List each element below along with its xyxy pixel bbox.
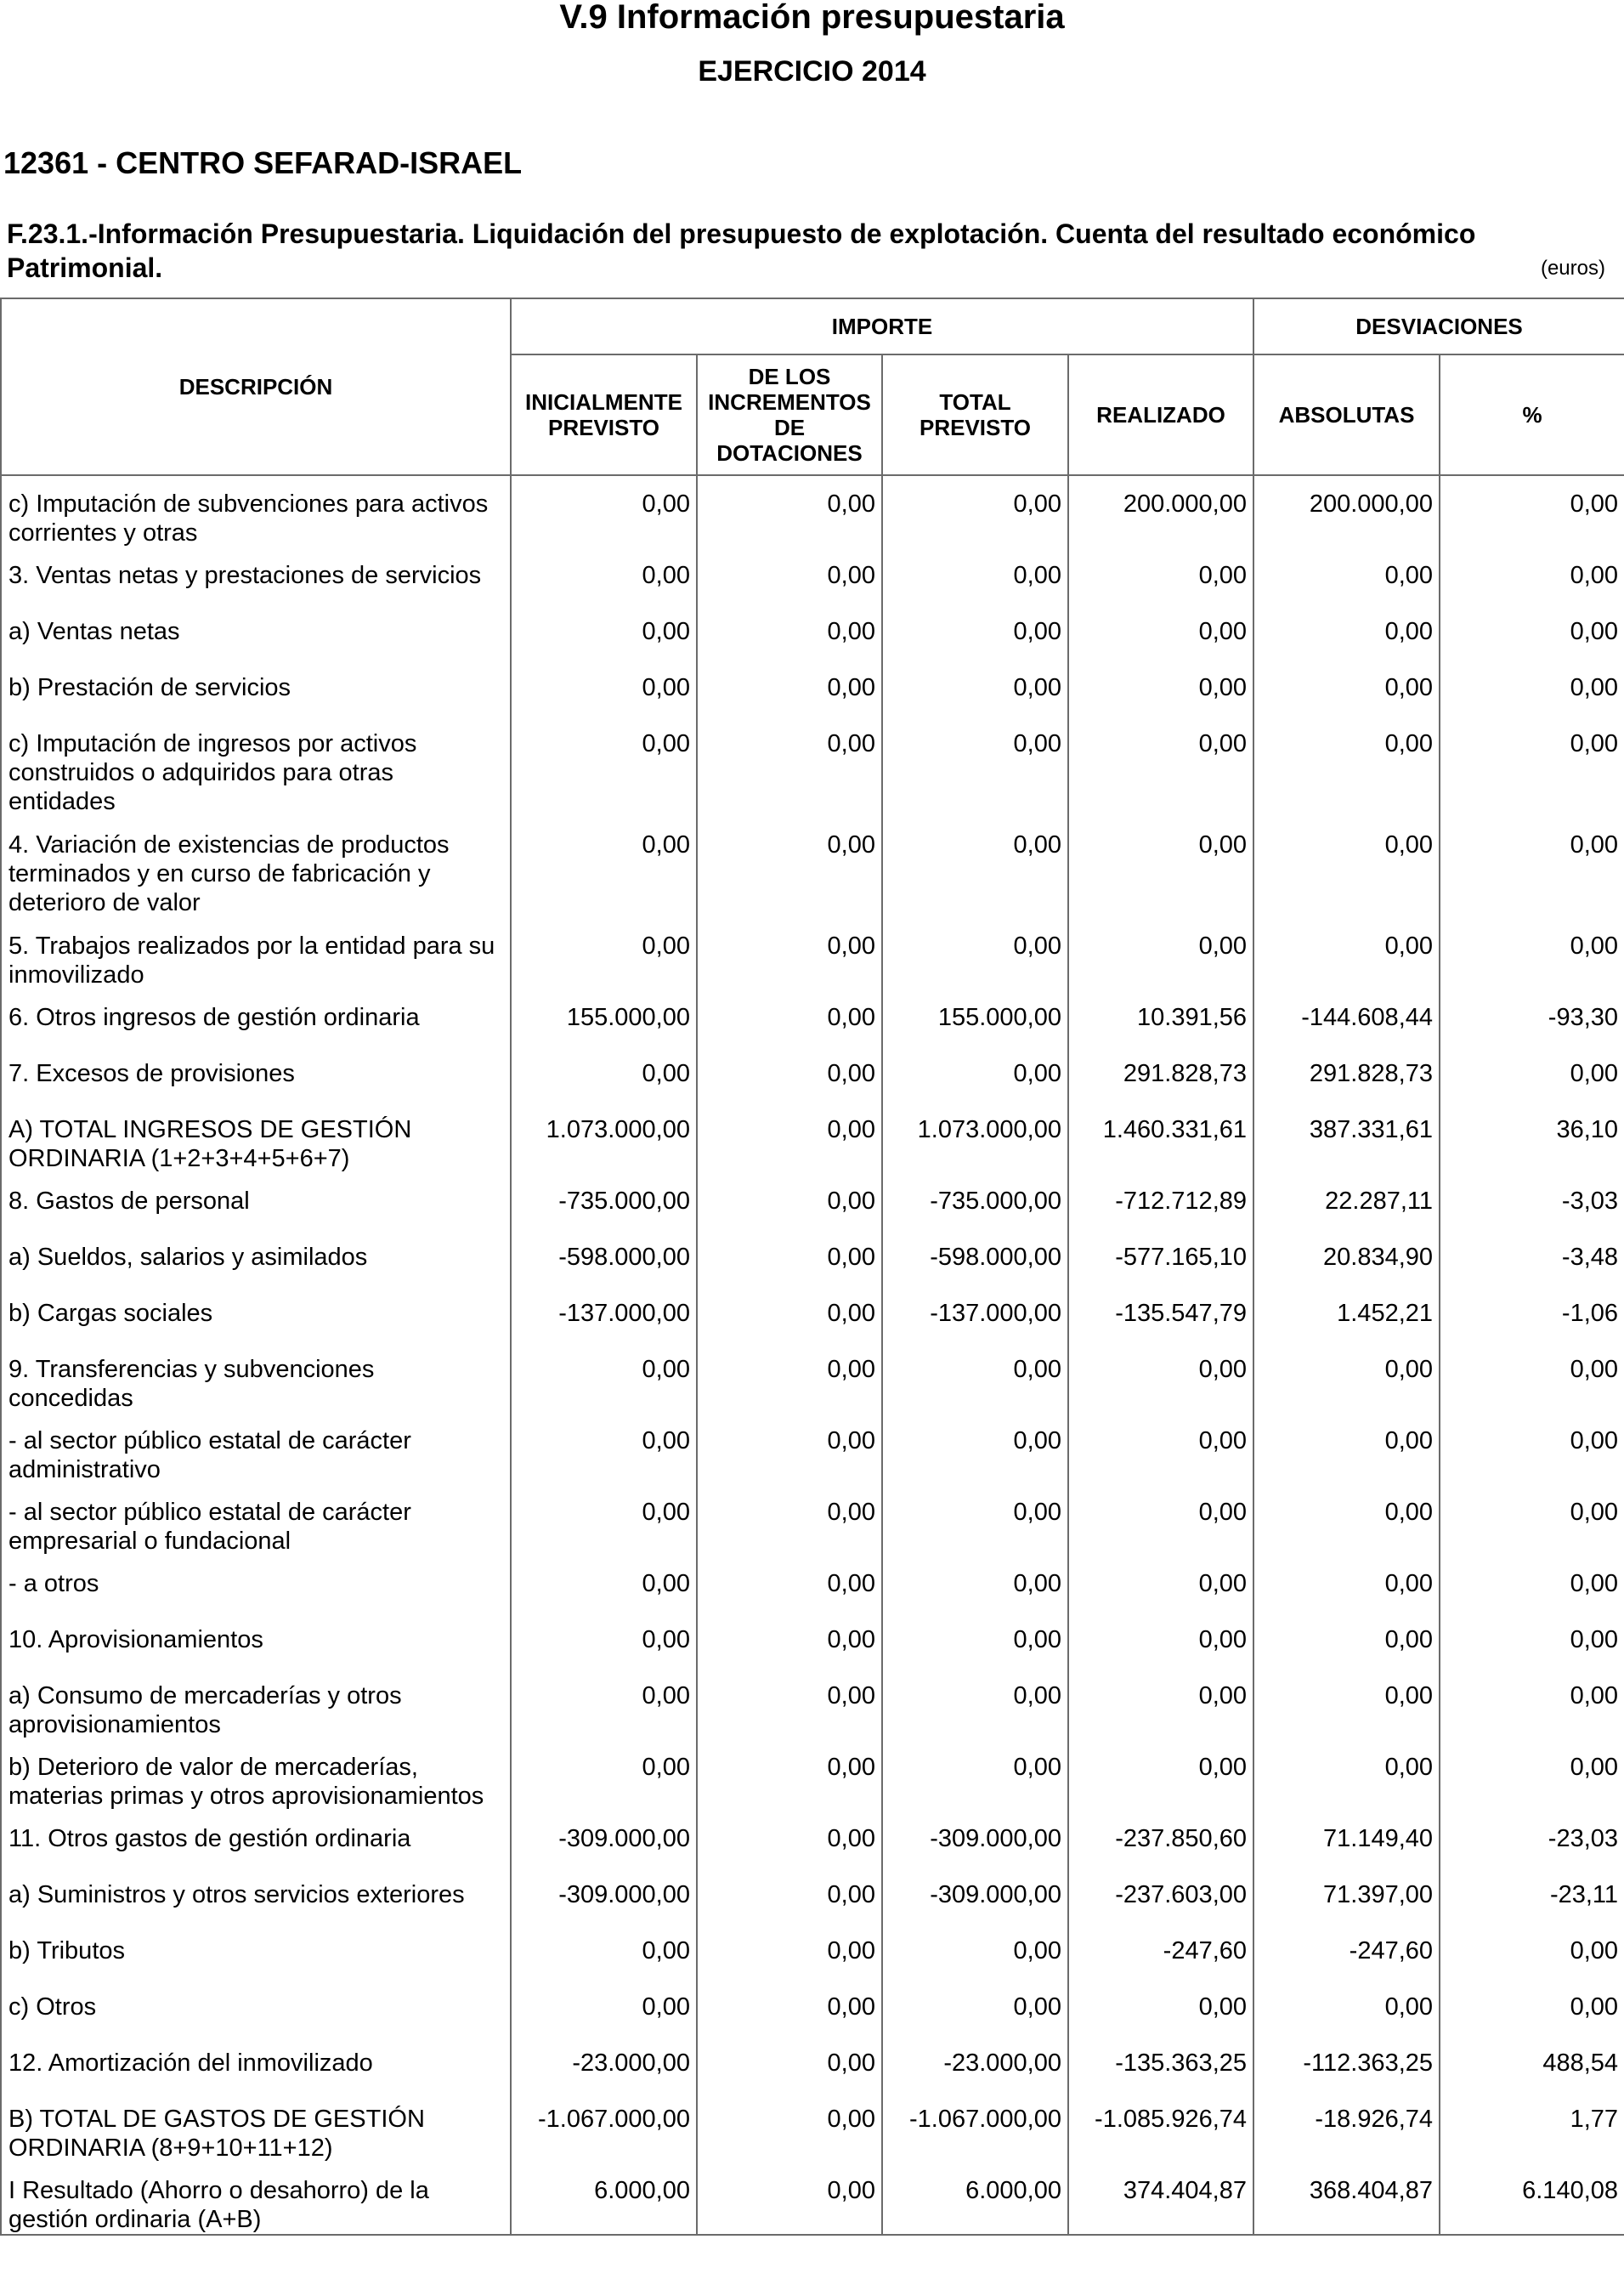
table-row [1,716,1624,817]
table-row [1,1341,1624,1413]
row-value-c3: -23.000,00 [882,2035,1068,2091]
row-value-c2: 0,00 [697,989,882,1046]
table-row [1,1739,1624,1811]
row-value-c6: -3,03 [1440,1173,1624,1229]
row-value-c6: 0,00 [1440,604,1624,660]
row-value-c6: 0,00 [1440,1979,1624,2035]
row-description: b) Prestación de servicios [1,660,511,716]
row-value-c1: 0,00 [511,817,697,918]
row-value-c2: 0,00 [697,1285,882,1341]
row-value-c1: 0,00 [511,1484,697,1556]
table-row [1,2091,1624,2163]
row-value-c1: 6.000,00 [511,2163,697,2235]
row-value-c3: 155.000,00 [882,989,1068,1046]
row-description: b) Cargas sociales [1,1285,511,1341]
row-value-c1: 0,00 [511,1739,697,1811]
row-value-c2: 0,00 [697,1484,882,1556]
row-value-c2: 0,00 [697,1341,882,1413]
row-value-c3: 0,00 [882,1556,1068,1612]
row-description: 12. Amortización del inmovilizado [1,2035,511,2091]
header-inicialmente-previsto: INICIALMENTE PREVISTO [511,354,697,475]
table-row [1,989,1624,1046]
row-value-c2: 0,00 [697,716,882,817]
row-value-c1: 0,00 [511,660,697,716]
table-row [1,547,1624,604]
row-description: a) Suministros y otros servicios exteriores [1,1867,511,1923]
table-row [1,1923,1624,1979]
header-desviaciones: DESVIACIONES [1253,298,1624,354]
page-title: V.9 Información presupuestaria [559,0,1065,36]
table-row [1,2035,1624,2091]
row-value-c1: -23.000,00 [511,2035,697,2091]
row-value-c4: 0,00 [1068,1341,1253,1413]
row-value-c6: 1,77 [1440,2091,1624,2163]
row-value-c3: 0,00 [882,1923,1068,1979]
row-value-c3: 1.073.000,00 [882,1102,1068,1173]
row-value-c3: 0,00 [882,918,1068,989]
row-value-c2: 0,00 [697,918,882,989]
row-description: 9. Transferencias y subvenciones concedidas [1,1341,511,1413]
row-value-c5: 22.287,11 [1253,1173,1440,1229]
row-value-c2: 0,00 [697,475,882,547]
row-description: 7. Excesos de provisiones [1,1046,511,1102]
row-value-c1: -309.000,00 [511,1867,697,1923]
row-value-c5: 0,00 [1253,1413,1440,1484]
row-value-c6: 0,00 [1440,918,1624,989]
row-value-c5: 20.834,90 [1253,1229,1440,1285]
row-value-c6: 0,00 [1440,1668,1624,1739]
row-value-c6: 488,54 [1440,2035,1624,2091]
row-value-c3: 0,00 [882,660,1068,716]
row-value-c3: 0,00 [882,475,1068,547]
row-description: 10. Aprovisionamientos [1,1612,511,1668]
row-value-c4: 200.000,00 [1068,475,1253,547]
row-value-c5: 387.331,61 [1253,1102,1440,1173]
row-value-c4: -135.363,25 [1068,2035,1253,2091]
row-value-c5: -18.926,74 [1253,2091,1440,2163]
row-value-c6: 0,00 [1440,1413,1624,1484]
row-value-c2: 0,00 [697,1811,882,1867]
table-row [1,604,1624,660]
table-row [1,918,1624,989]
row-description: - al sector público estatal de carácter administrativo [1,1413,511,1484]
row-value-c5: 0,00 [1253,604,1440,660]
row-value-c4: 0,00 [1068,1979,1253,2035]
table-row [1,817,1624,918]
budget-table [0,298,1624,2236]
table-row [1,475,1624,547]
row-value-c1: -309.000,00 [511,1811,697,1867]
row-value-c3: 0,00 [882,1739,1068,1811]
table-row [1,1811,1624,1867]
table-row [1,1556,1624,1612]
row-value-c2: 0,00 [697,1612,882,1668]
row-value-c3: -598.000,00 [882,1229,1068,1285]
table-row [1,1612,1624,1668]
row-description: 6. Otros ingresos de gestión ordinaria [1,989,511,1046]
row-value-c3: 6.000,00 [882,2163,1068,2235]
row-value-c6: -3,48 [1440,1229,1624,1285]
table-row [1,1867,1624,1923]
row-description: 3. Ventas netas y prestaciones de servicios [1,547,511,604]
row-description: I Resultado (Ahorro o desahorro) de la gestión ordinaria (A+B) [1,2163,511,2235]
row-value-c3: 0,00 [882,1979,1068,2035]
row-value-c2: 0,00 [697,2035,882,2091]
row-value-c1: 0,00 [511,918,697,989]
header-descripcion: DESCRIPCIÓN [1,298,511,475]
row-value-c1: -598.000,00 [511,1229,697,1285]
row-description: 5. Trabajos realizados por la entidad para su inmovilizado [1,918,511,989]
row-description: a) Sueldos, salarios y asimilados [1,1229,511,1285]
row-value-c3: 0,00 [882,604,1068,660]
row-value-c6: -23,03 [1440,1811,1624,1867]
row-value-c6: 0,00 [1440,660,1624,716]
row-value-c4: 291.828,73 [1068,1046,1253,1102]
table-row [1,1285,1624,1341]
row-value-c5: 0,00 [1253,918,1440,989]
row-description: B) TOTAL DE GASTOS DE GESTIÓN ORDINARIA (8+9+10+11+12) [1,2091,511,2163]
row-value-c6: 0,00 [1440,1556,1624,1612]
table-row [1,1102,1624,1173]
row-value-c4: 0,00 [1068,1668,1253,1739]
row-description: - al sector público estatal de carácter empresarial o fundacional [1,1484,511,1556]
row-value-c6: 6.140,08 [1440,2163,1624,2235]
row-value-c6: 0,00 [1440,1484,1624,1556]
row-description: c) Imputación de ingresos por activos construidos o adquiridos para otras entidades [1,716,511,817]
row-value-c4: 10.391,56 [1068,989,1253,1046]
header-total-previsto: TOTAL PREVISTO [882,354,1068,475]
table-row [1,1668,1624,1739]
row-value-c5: 71.149,40 [1253,1811,1440,1867]
row-value-c5: -247,60 [1253,1923,1440,1979]
row-value-c4: 0,00 [1068,604,1253,660]
row-value-c6: 0,00 [1440,1739,1624,1811]
row-value-c6: -1,06 [1440,1285,1624,1341]
row-value-c4: 0,00 [1068,1556,1253,1612]
row-value-c4: -1.085.926,74 [1068,2091,1253,2163]
row-value-c5: 1.452,21 [1253,1285,1440,1341]
row-value-c5: 0,00 [1253,817,1440,918]
table-row [1,1413,1624,1484]
row-description: c) Imputación de subvenciones para activos corrientes y otras [1,475,511,547]
row-value-c5: 0,00 [1253,716,1440,817]
row-value-c3: 0,00 [882,716,1068,817]
row-value-c1: -1.067.000,00 [511,2091,697,2163]
row-value-c5: 0,00 [1253,1556,1440,1612]
row-value-c6: 0,00 [1440,547,1624,604]
row-value-c3: -735.000,00 [882,1173,1068,1229]
currency-unit: (euros) [1540,257,1605,280]
row-value-c4: -712.712,89 [1068,1173,1253,1229]
row-value-c1: 0,00 [511,1668,697,1739]
row-description: 11. Otros gastos de gestión ordinaria [1,1811,511,1867]
table-row [1,1979,1624,2035]
row-value-c3: 0,00 [882,1668,1068,1739]
row-description: 8. Gastos de personal [1,1173,511,1229]
row-value-c2: 0,00 [697,1923,882,1979]
row-value-c1: 0,00 [511,1046,697,1102]
row-value-c2: 0,00 [697,817,882,918]
row-value-c4: 0,00 [1068,817,1253,918]
row-value-c5: -112.363,25 [1253,2035,1440,2091]
row-value-c1: 0,00 [511,1979,697,2035]
row-value-c4: 0,00 [1068,1413,1253,1484]
row-value-c2: 0,00 [697,1668,882,1739]
row-value-c2: 0,00 [697,1046,882,1102]
row-value-c5: 0,00 [1253,1341,1440,1413]
row-value-c5: 0,00 [1253,660,1440,716]
row-description: c) Otros [1,1979,511,2035]
row-value-c3: 0,00 [882,1612,1068,1668]
row-value-c2: 0,00 [697,604,882,660]
row-value-c5: 0,00 [1253,1668,1440,1739]
row-value-c1: 1.073.000,00 [511,1102,697,1173]
row-value-c6: 0,00 [1440,817,1624,918]
row-value-c2: 0,00 [697,1229,882,1285]
row-value-c1: -137.000,00 [511,1285,697,1341]
row-value-c2: 0,00 [697,1102,882,1173]
row-value-c2: 0,00 [697,1979,882,2035]
entity-heading: 12361 - CENTRO SEFARAD-ISRAEL [3,145,523,180]
row-value-c4: 0,00 [1068,716,1253,817]
row-value-c3: 0,00 [882,817,1068,918]
row-value-c4: 374.404,87 [1068,2163,1253,2235]
row-value-c3: 0,00 [882,1046,1068,1102]
row-value-c6: 0,00 [1440,475,1624,547]
table-row [1,1229,1624,1285]
row-value-c1: 0,00 [511,1556,697,1612]
row-value-c2: 0,00 [697,2163,882,2235]
row-description: 4. Variación de existencias de productos terminados y en curso de fabricación y deterioro de valor [1,817,511,918]
row-value-c1: 0,00 [511,475,697,547]
row-description: b) Tributos [1,1923,511,1979]
row-value-c2: 0,00 [697,660,882,716]
row-value-c2: 0,00 [697,2091,882,2163]
row-value-c4: 0,00 [1068,1739,1253,1811]
row-value-c4: -577.165,10 [1068,1229,1253,1285]
row-value-c2: 0,00 [697,1413,882,1484]
row-value-c1: 0,00 [511,716,697,817]
row-value-c3: 0,00 [882,547,1068,604]
table-row [1,2163,1624,2235]
row-value-c3: 0,00 [882,1413,1068,1484]
row-value-c4: 0,00 [1068,660,1253,716]
row-value-c4: -135.547,79 [1068,1285,1253,1341]
row-value-c5: 0,00 [1253,1484,1440,1556]
row-value-c5: 71.397,00 [1253,1867,1440,1923]
row-value-c4: 0,00 [1068,547,1253,604]
row-value-c3: 0,00 [882,1484,1068,1556]
header-porcentaje: % [1440,354,1624,475]
row-value-c6: 0,00 [1440,1612,1624,1668]
row-value-c4: 0,00 [1068,1484,1253,1556]
row-value-c5: 291.828,73 [1253,1046,1440,1102]
row-value-c5: 0,00 [1253,547,1440,604]
row-value-c3: -309.000,00 [882,1811,1068,1867]
table-row [1,1046,1624,1102]
row-value-c2: 0,00 [697,1173,882,1229]
table-row [1,1484,1624,1556]
row-value-c6: 0,00 [1440,1923,1624,1979]
row-description: a) Ventas netas [1,604,511,660]
row-value-c6: 0,00 [1440,716,1624,817]
row-value-c1: 0,00 [511,1413,697,1484]
row-value-c6: -93,30 [1440,989,1624,1046]
row-value-c4: 0,00 [1068,918,1253,989]
row-value-c3: 0,00 [882,1341,1068,1413]
row-value-c3: -309.000,00 [882,1867,1068,1923]
row-value-c5: 368.404,87 [1253,2163,1440,2235]
row-value-c2: 0,00 [697,1739,882,1811]
row-description: a) Consumo de mercaderías y otros aprovisionamientos [1,1668,511,1739]
header-absolutas: ABSOLUTAS [1253,354,1440,475]
header-incrementos: DE LOS INCREMENTOS DE DOTACIONES [697,354,882,475]
row-description: b) Deterioro de valor de mercaderías, materias primas y otros aprovisionamientos [1,1739,511,1811]
row-value-c4: -237.603,00 [1068,1867,1253,1923]
row-value-c4: 1.460.331,61 [1068,1102,1253,1173]
row-value-c5: 0,00 [1253,1979,1440,2035]
row-value-c5: 0,00 [1253,1739,1440,1811]
header-importe: IMPORTE [511,298,1253,354]
row-value-c6: 36,10 [1440,1102,1624,1173]
row-value-c3: -1.067.000,00 [882,2091,1068,2163]
table-row [1,1173,1624,1229]
row-value-c1: -735.000,00 [511,1173,697,1229]
row-value-c2: 0,00 [697,1867,882,1923]
row-value-c1: 155.000,00 [511,989,697,1046]
row-value-c4: -237.850,60 [1068,1811,1253,1867]
row-value-c2: 0,00 [697,547,882,604]
row-value-c1: 0,00 [511,1341,697,1413]
row-value-c1: 0,00 [511,1612,697,1668]
row-description: - a otros [1,1556,511,1612]
row-value-c1: 0,00 [511,547,697,604]
row-value-c5: 200.000,00 [1253,475,1440,547]
row-value-c1: 0,00 [511,1923,697,1979]
table-row [1,660,1624,716]
row-value-c5: -144.608,44 [1253,989,1440,1046]
row-value-c2: 0,00 [697,1556,882,1612]
row-value-c6: -23,11 [1440,1867,1624,1923]
row-value-c3: -137.000,00 [882,1285,1068,1341]
header-realizado: REALIZADO [1068,354,1253,475]
section-heading: F.23.1.-Información Presupuestaria. Liquidación del presupuesto de explotación. Cuenta del resultado económico Patrimonial. [7,218,1476,283]
row-value-c5: 0,00 [1253,1612,1440,1668]
row-value-c6: 0,00 [1440,1341,1624,1413]
row-value-c4: 0,00 [1068,1612,1253,1668]
row-value-c1: 0,00 [511,604,697,660]
row-value-c4: -247,60 [1068,1923,1253,1979]
page-subtitle: EJERCICIO 2014 [698,55,926,88]
row-description: A) TOTAL INGRESOS DE GESTIÓN ORDINARIA (1+2+3+4+5+6+7) [1,1102,511,1173]
row-value-c6: 0,00 [1440,1046,1624,1102]
